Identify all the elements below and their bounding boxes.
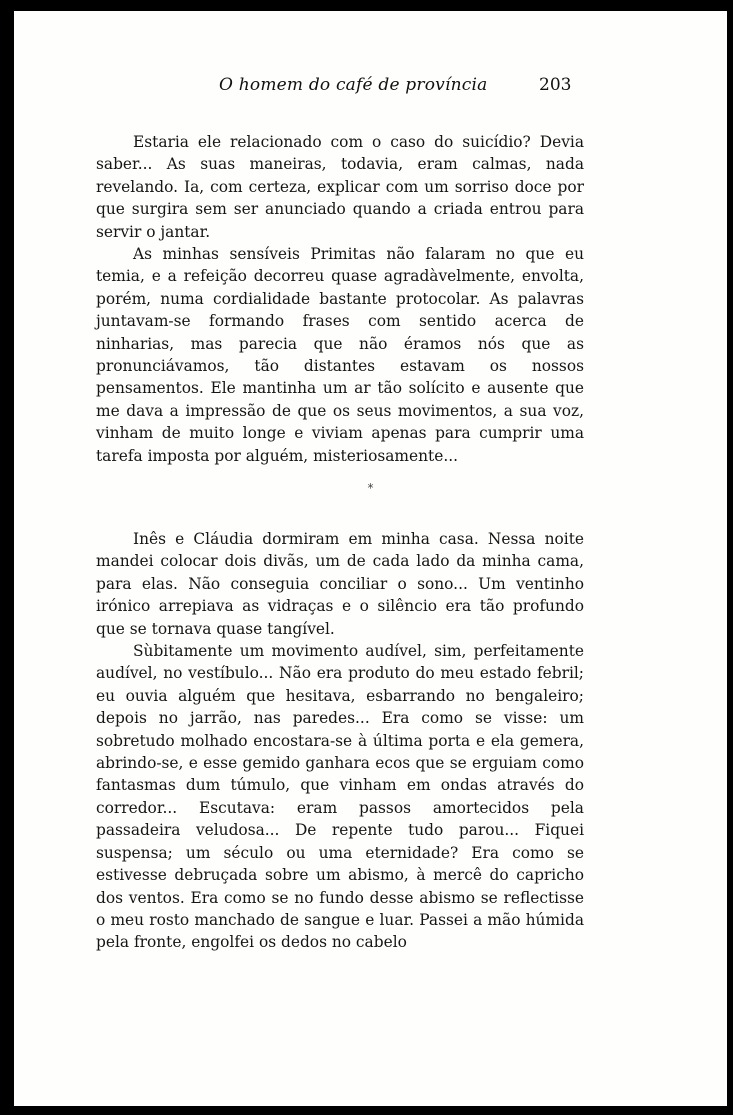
paragraph: Estaria ele relacionado com o caso do suicídio? Devia saber... As suas maneiras, todavia, eram calmas, nada revelando. Ia, com certeza, explicar com um sorriso doce por que surgira sem ser anunciado quando a criada entrou para servir o jantar. xyxy=(96,133,584,241)
section-separator: * xyxy=(367,481,374,495)
book-page xyxy=(14,11,727,1106)
page-header xyxy=(14,75,727,105)
running-title: O homem do café de província xyxy=(219,75,488,95)
text-section-1 xyxy=(96,131,584,467)
paragraph: Sùbitamente um movimento audível, sim, perfeitamente audível, no vestíbulo... Não era produto do meu estado febril; eu ouvia alguém que hesitava, esbarrando no bengaleiro; depois no jarrão, nas paredes... Era como se visse: um sobretudo molhado encostara-se à última porta e ela gemera, abrindo-se, e esse gemido ganhara ecos que se erguiam como fantasmas dum túmulo, que vinham em ondas através do corredor... Escutava: eram passos amortecidos pela passadeira veludosa... De repente tudo parou... Fiquei suspensa; um século ou uma eternidade? Era como se estivesse debruçada sobre um abismo, à mercê do capricho dos ventos. Era como se no fundo desse abismo se reflectisse o meu rosto manchado de sangue e luar. Passei a mão húmida pela fronte, engolfei os dedos no cabelo xyxy=(96,642,584,952)
text-section-2 xyxy=(96,528,584,954)
page-number: 203 xyxy=(539,75,572,95)
paragraph: As minhas sensíveis Primitas não falaram no que eu temia, e a refeição decorreu quase agradàvelmente, envolta, porém, numa cordialidade bastante protocolar. As palavras juntavam-se formando frases com sentido acerca de ninharias, mas parecia que não éramos nós que as pronunciávamos, tão distantes estavam os nossos pensamentos. Ele mantinha um ar tão solícito e ausente que me dava a impressão de que os seus movimentos, a sua voz, vinham de muito longe e viviam apenas para cumprir uma tarefa imposta por alguém, misteriosamente... xyxy=(96,245,584,465)
paragraph: Inês e Cláudia dormiram em minha casa. Nessa noite mandei colocar dois divãs, um de cada lado da minha cama, para elas. Não conseguia conciliar o sono... Um ventinho irónico arrepiava as vidraças e o silêncio era tão profundo que se tornava quase tangível. xyxy=(96,530,584,638)
